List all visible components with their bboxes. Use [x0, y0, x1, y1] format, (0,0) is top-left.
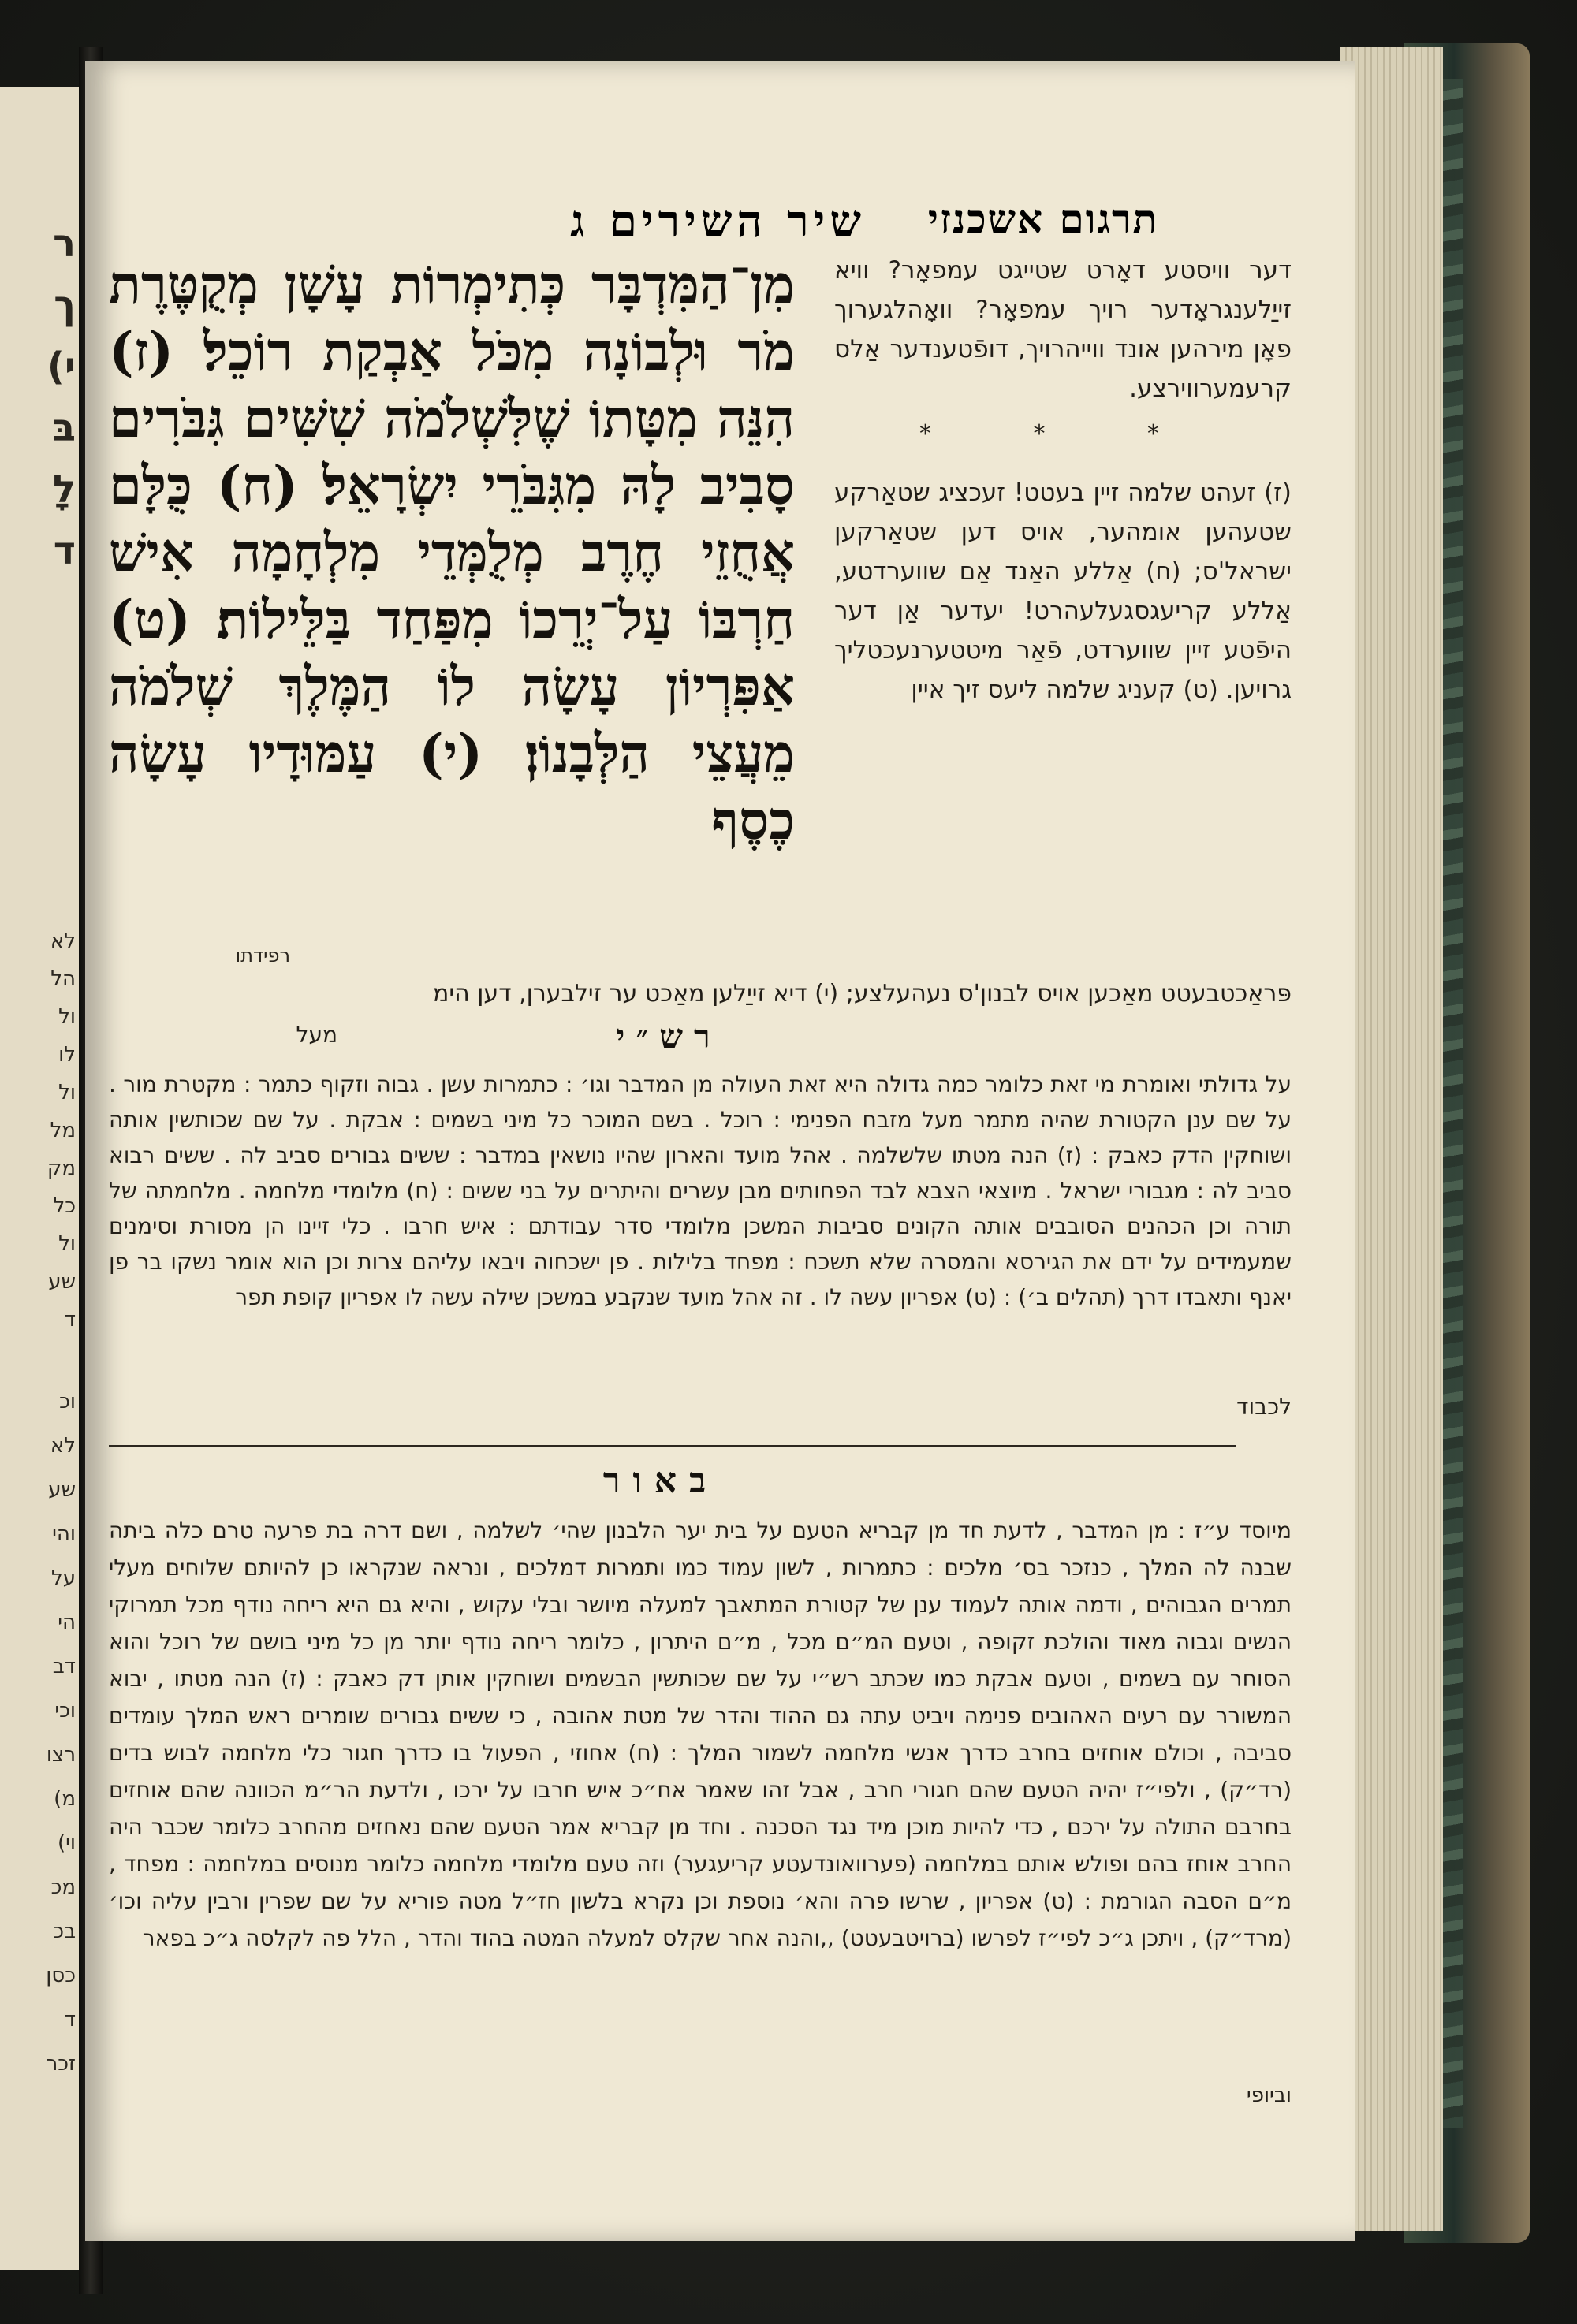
left-page-fragment: דב [52, 1655, 76, 1678]
page-stack-edges [1340, 47, 1443, 2231]
left-page-fragment: כל [53, 1194, 76, 1218]
book-page [85, 61, 1355, 2241]
left-page-fragment: מל [50, 1119, 76, 1142]
left-page-fragment: זכר [46, 2052, 76, 2076]
running-header-title: שיר השירים ג [570, 196, 866, 248]
left-page-fragment: וכי [54, 1699, 76, 1723]
left-page-fragment: בכ [53, 1920, 76, 1943]
biur-commentary: מיוסד ע״ז : מן המדבר , לדעת חד מן קבריא הטעם על בית יער הלבנון שהי׳ לשלמה , ושם דרה בת פרעה טרם כלה ביתה שבנה לה המלך , כנזכר בס׳ מלכים : כתמרות , לשון עמוד כמו ותמרות דמלכים , ונראה שנקראו כן להיותם שלוחים מעלי תמרים הגבוהים , ודמה אותה לעמוד ענן של קטורת המתאבך למעלה מיושר ובלי עקוש , והיא גם היא ריחה נודף מכל תמרוקי הנשים וגבוה מאוד והולכת זקופה , וטעם המ״ם מכל , מ״ם היתרון , כלומר ריחה נודף יותר מן כל מיני בושם של רוכל והוא הסוחר עם בשמים , וטעם אבקת כמו שכתב רש״י על שם שכותשין הבשמים ושוחקין אותן דק כאבק : (ז) הנה מטתו , יבוא המשורר עם רעים האהובים פנימה ויביט עתה גם ההוד והדר של מטת אהובה , כי ששים גבורים שומרים ראש המלך עומדים סביבה , וכולם אוחזים בחרב כדרך אנשי מלחמה לשמור המלך : (ח) אחוזי , הפעול בו כדרך חגור כלי מלחמה לבוש בדים (רד״ק) , ולפי״ז יהיה הטעם שהם חגורי חרב , אבל זהו שאמר אח״כ איש חרבו על ירכו , ולדעת הר״מ הכוונה שהם אוחזים בחרבם התולה על ירכם , כדי להיות מוכן מיד נגד הסכנה . וחד מן קבריא אמר הטעם שהם נאחזים מהחרב כלומר שכבר היה החרב אוחז בהם ופולש אותם במלחמה (פערוואונדעטע קריעגער) וזה טעם מלומדי מלחמה כלומר מנוסים במלחמה : מפחד , מ״ם הסבה הגורמת : (ט) אפריון , שרשו פרה והא׳ נוספת וכן נקרא בלשון חז״ל מטה פוריא על שם שפרין ורבין עליה וכו׳ (מרד״ק) , ויתכן ג״כ לפי״ז לפרשו (ברויטבעטט) ,,והנה אחר שקלס למעלה המטה בהוד והדר , הלל פה לקלסה ג״כ בפאר [109, 1518, 1292, 1951]
left-page-fragment: רצו [46, 1743, 76, 1767]
left-page-fragment: ר [53, 222, 76, 266]
left-facing-page-edge [0, 87, 79, 2270]
rashi-commentary: על גדולתי ואומרת מי זאת כלומר כמה גדולה היא זאת העולה מן המדבר וגו׳ : כתמרות עשן . גבוה וזקוף כתמר : מקטרת מור . על שם ענן הקטורת שהיה מתמר מעל מזבח הפנימי : רוכל . בשם המוכר כל מיני בשמים : אבקת . על שם שכותשין אותה ושוחקין הדק כאבק : (ז) הנה מטתו שלשלמה . אהל מועד והארון שהיו נושאין במדבר : ששים גבורים סביב לה . ששים רבוא סביב לה : מגבורי ישראל . מיוצאי הצבא לבד הפחותים מבן עשרים והיתרים על בני ששים : (ח) מלומדי מלחמה . מלחמתה של תורה וכן הכהנים הסובבים אותה הקונים סביבות המשכן מלומדי סדר עבודתם : איש חרבו . כלי זיינו הן מסורת וסימנים שמעמידים על ידם את הגירסא והמסרה שלא תשכח : מפחד בלילות . פן ישכחוה ויבאו עליהם צרות וכן הוא אומר נשקו בר פן יאנף ותאבדו דרך (תהלים ב׳) : (ט) אפריון עשה לו . זה אהל מועד שנקבע במשכן שילה עשה לו אפריון קופת תפר [109, 1071, 1292, 1310]
left-page-lower-fragments [5, 1380, 76, 2086]
left-page-fragment: ול [58, 1081, 76, 1104]
biur-catchword: וביופי [1246, 2084, 1292, 2107]
yiddish-translation-column [834, 251, 1292, 960]
translation-continuation-line: פּראַכטבעטט מאַכען אויס לבנון'ס נעהעלצע; (י) דיא זייַלען מאַכט ער זילבערן, דען הימ [433, 980, 1292, 1007]
left-page-fragment: בּ [52, 406, 76, 450]
left-page-fragment: (י [47, 345, 76, 389]
translation-column-header: תרגום אשכנזי [927, 196, 1159, 242]
left-page-top-fragments [5, 213, 76, 582]
left-page-fragment: לא [50, 1434, 76, 1458]
left-page-fragment: לו [58, 1043, 76, 1067]
left-page-fragment: שע [48, 1478, 76, 1502]
left-page-fragment: (מ [54, 1787, 76, 1811]
left-page-fragment: והי [52, 1522, 76, 1546]
left-page-fragment: ך [54, 283, 76, 327]
left-page-fragment: לָ [52, 467, 76, 512]
left-page-fragment: ול [58, 1232, 76, 1256]
left-page-fragment: ול [58, 1005, 76, 1029]
left-page-fragment: ד [64, 2008, 76, 2032]
left-page-fragment: שע [48, 1270, 76, 1294]
translation-paragraph-2: (ז) זעהט שלמה זיין בעטט! זעכציג שטאַרקע שטעהען אומהער, אויס דען שטאַרקען ישראל'ס; (ח) אַללע האַנד אַם שווערדטע, אַללע קריעגסגעלעהרט! יעדער אַן דער היפֿטע זיין שווערדט, פֿאַר מיטטערנעכטליך גרויען. (ט) קעניג שלמה ליעס זיך איין [834, 479, 1292, 704]
left-page-fragment: הי [58, 1611, 76, 1634]
left-page-fragment: לא [50, 929, 76, 953]
left-page-fragment: (וי [57, 1831, 76, 1855]
verse-catchword: רפידתו [235, 944, 290, 966]
section-divider-stars: * * * [919, 420, 1207, 448]
left-page-fragment: מכ [50, 1875, 76, 1899]
translation-paragraph-1: דער וויסטע דאָרט שטייגט עמפאָר? וויא זייַלענגראָדער רויך עמפאָר? וואָהלגערוך פאָן מירהען אונד ווייהרויך, דופֿטענדער אַלס קרעמערווירצע. [834, 256, 1292, 403]
rashi-catchword-top: מעל [296, 1022, 337, 1048]
rashi-catchword: לכבוד [1236, 1394, 1292, 1420]
left-page-fragment: וכ [59, 1390, 76, 1413]
left-page-fragment: הל [50, 967, 76, 991]
rashi-heading: רש״י [616, 1017, 721, 1056]
left-page-fragment: ד [64, 1308, 76, 1331]
left-page-fragment: ד [53, 529, 76, 573]
biur-heading: באור [602, 1461, 719, 1501]
section-rule [109, 1445, 1236, 1447]
left-page-middle-fragments [5, 922, 76, 1339]
left-page-fragment: מק [47, 1156, 76, 1180]
hebrew-verse-text: מִן־הַמִּדְבָּר כְּתִימְרוֹת עָשָׁן מְקֻטֶּרֶת מֹר וּלְבוֹנָה מִכֹּל אַבְקַת רוֹכֵל׃ (ז) הִנֵּה מִטָּתוֹ שֶׁלִּשְׁלֹמֹה שִׁשִּׁים גִּבֹּרִים סָבִיב לָהּ מִגִּבֹּרֵי יִשְׂרָאֵל׃ (ח) כֻּלָּם אֲחֻזֵי חֶרֶב מְלֻמְּדֵי מִלְחָמָה אִישׁ חַרְבּוֹ עַל־יְרֵכוֹ מִפַּחַד בַּלֵּילוֹת׃ (ט) אַפִּרְיוֹן עָשָׂה לוֹ הַמֶּלֶךְ שְׁלֹמֹה מֵעֲצֵי הַלְּבָנוֹן׃ (י) עַמּוּדָיו עָשָׂה כֶסֶף [109, 253, 795, 851]
left-page-fragment: על [50, 1566, 76, 1590]
left-page-fragment: כסן [46, 1964, 76, 1987]
